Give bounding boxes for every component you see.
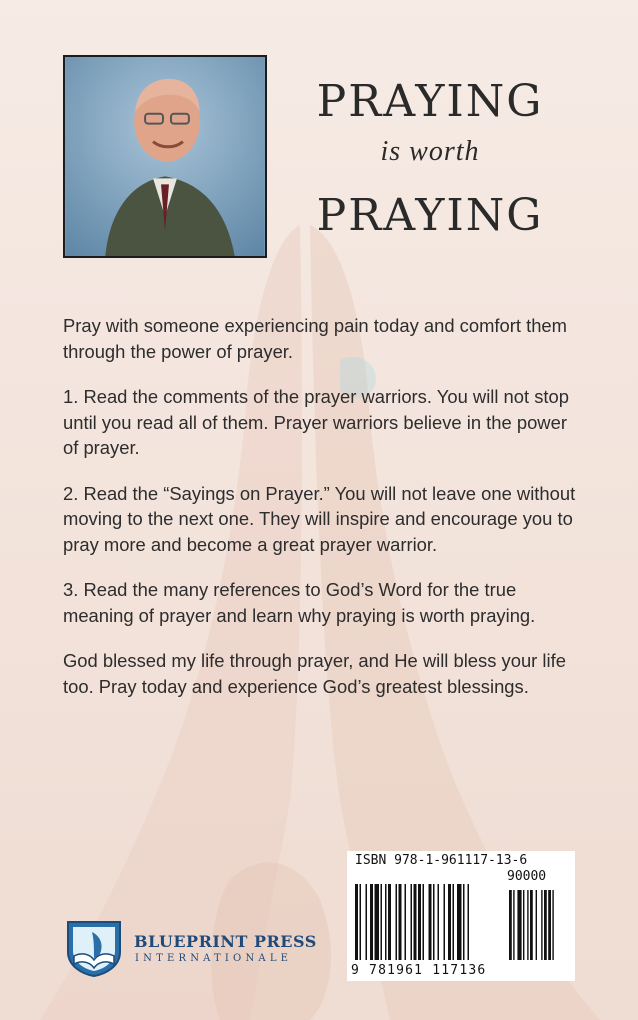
paragraph-intro: Pray with someone experiencing pain today and comfort them through the power of prayer. xyxy=(63,315,567,362)
author-photo xyxy=(63,55,267,258)
title-line-1: PRAYING xyxy=(316,76,544,127)
price-code: 90000 xyxy=(507,869,547,884)
publisher-name: BLUEPRINT PRESS xyxy=(134,932,317,951)
back-cover-description xyxy=(63,313,583,719)
paragraph-closing: God blessed my life through prayer, and He will bless your life too. Pray today and experience God’s greatest blessings. xyxy=(63,650,566,697)
barcode-number: 9 781961 117136 xyxy=(351,963,487,978)
publisher-name-block xyxy=(134,932,317,964)
paragraph-point-3: 3. Read the many references to God’s Word for the true meaning of prayer and learn why praying is worth praying. xyxy=(63,579,536,626)
isbn-text: ISBN 978-1-961117-13-6 xyxy=(355,853,528,868)
isbn-barcode xyxy=(347,851,575,981)
author-portrait-icon xyxy=(65,57,265,256)
shield-book-feather-icon xyxy=(64,918,124,978)
publisher-subtitle: INTERNATIONALE xyxy=(135,953,293,964)
paragraph-point-2: 2. Read the “Sayings on Prayer.” You will not leave one without moving to the next one. They will inspire and encourage you to pray more and become a great prayer warrior. xyxy=(63,482,576,555)
title-line-3: PRAYING xyxy=(316,190,544,241)
barcode-bars-icon xyxy=(353,870,571,964)
title-line-2: is worth xyxy=(380,136,480,167)
paragraph-point-1: 1. Read the comments of the prayer warriors. You will not stop until you read all of them. Prayer warriors believe in the power of prayer. xyxy=(63,386,569,458)
